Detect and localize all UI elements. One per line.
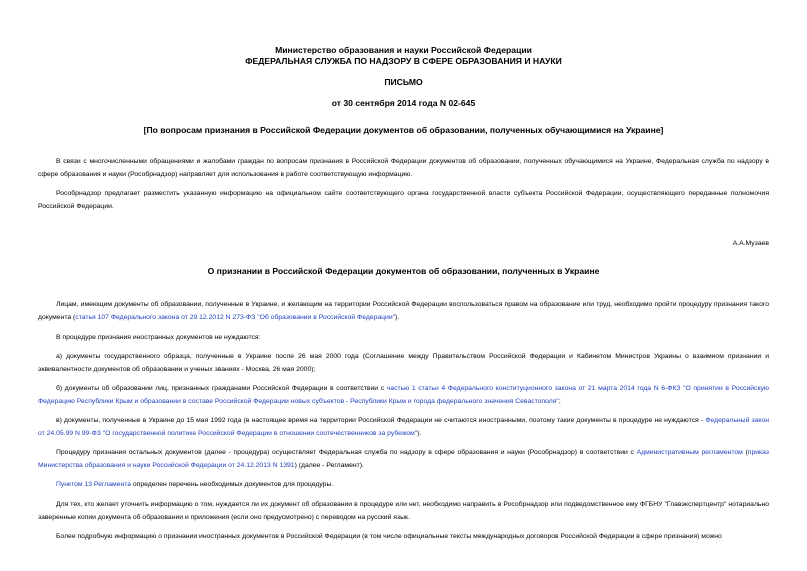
text: Процедуру признания остальных документов (далее - процедура) осуществляет Федеральная служба по надзору в сфере образования и науки (Рособрнадзор) в соответствии с bbox=[56, 449, 637, 456]
info-paragraph-2: В процедуре признания иностранных документов не нуждаются: bbox=[56, 334, 261, 341]
item-b bbox=[38, 382, 769, 408]
info-paragraph-1 bbox=[38, 298, 769, 324]
text: в) документы, полученные в Украине до 15 мая 1992 года (в настоящее время на территории Российской Федерации не считаются иностранными, поэтому такие документы в процедуре не нуждаются - bbox=[56, 417, 706, 424]
doc-date-number: от 30 сентября 2014 года N 02-645 bbox=[331, 98, 476, 108]
text: Лицам, имеющим документы об образовании, полученные в Украине, и желающим на территории Российской Федерации воспользоваться правом на образование или труд, необходимо пройти процедуру признания такого документа ( bbox=[38, 301, 769, 321]
text: ( bbox=[742, 449, 748, 456]
info-title: О признании в Российской Федерации документов об образовании, полученных в Украине bbox=[207, 266, 600, 276]
ministry-name: Министерство образования и науки Российской Федерации bbox=[275, 45, 532, 55]
regulation-link[interactable]: Административным регламентом bbox=[636, 449, 743, 456]
info-paragraph-5: Для тех, кто желает уточнить информацию о том, нуждается ли их документ об образовании в процедуре или нет, необходимо направить в Рособрнадзор или подведомственное ему ФГБНУ "Главэкспертцентр" нотариально заверенные копии документа об образовании и приложения (если оно предусмотрено) с переводом на русский язык. bbox=[38, 501, 769, 521]
info-paragraph-3 bbox=[38, 446, 769, 472]
clause-13-link[interactable]: Пунктом 13 Регламента bbox=[56, 481, 132, 488]
letter-paragraph-2: Рособрнадзор предлагает разместить указанную информацию на официальном сайте соответствующего органа государственной власти субъекта Российской Федерации, осуществляющего переданные полномочия Российской Федерации. bbox=[38, 190, 769, 210]
doc-type: ПИСЬМО bbox=[384, 77, 423, 87]
text: ) (далее - Регламент). bbox=[294, 462, 364, 469]
text: б) документы об образовании лиц, признанных гражданами Российской Федерации в соответствии с bbox=[56, 385, 387, 392]
order-1391-link[interactable]: приказ Министерства образования и науки Российской Федерации от 24.12.2013 N 1391 bbox=[38, 449, 769, 469]
info-paragraph-6: Более подробную информацию о признании иностранных документов в Российской Федерации (в том числе официальные тексты международных договоров Российской Федерации в сфере признания) можно bbox=[56, 533, 722, 540]
item-a: а) документы государственного образца, полученные в Украине после 26 мая 2000 года (Соглашение между Правительством Российской Федерации и Кабинетом Министров Украины о взаимном признании и эквивалентности документов об образовании и ученых званиях - Москва, 26 мая 2000); bbox=[38, 353, 769, 373]
item-v bbox=[38, 414, 769, 440]
text: ). bbox=[417, 430, 422, 437]
text: определен перечень необходимых документов для процедуры. bbox=[131, 481, 334, 488]
letter-paragraph-1: В связи с многочисленными обращениями и жалобами граждан по вопросам признания в Российской Федерации документов об образовании, полученных обучающимися на Украине, Федеральная служба по надзору в сфере образования и науки (Рособрнадзор) направляет для использования в работе соответствующую информацию. bbox=[38, 158, 769, 178]
law-99fz-link[interactable]: Федеральный закон от 24.05.99 N 99-ФЗ "О государственной политике Российской Федерации в отношении соотечественников за рубежом" bbox=[38, 417, 769, 437]
doc-subject: [По вопросам признания в Российской Федерации документов об образовании, полученных обучающимися на Украине] bbox=[143, 125, 664, 135]
info-paragraph-4 bbox=[38, 478, 769, 491]
law-6fkz-link[interactable]: частью 1 статьи 4 Федерального конституционного закона от 21 марта 2014 года N 6-ФКЗ "О принятии в Российскую Федерацию Республики Крым и образовании в составе Российской Федерации новых субъектов - Республики Крым и города федерального значения Севастополя" bbox=[38, 385, 769, 405]
text: ; bbox=[558, 398, 561, 405]
law-273-link[interactable]: статья 107 Федерального закона от 29.12.2012 N 273-ФЗ "Об образовании в Российской Федерации" bbox=[75, 314, 396, 321]
service-name: ФЕДЕРАЛЬНАЯ СЛУЖБА ПО НАДЗОРУ В СФЕРЕ ОБРАЗОВАНИЯ И НАУКИ bbox=[245, 56, 562, 66]
text: ). bbox=[395, 314, 400, 321]
signature: А.А.Музаев bbox=[732, 240, 769, 247]
